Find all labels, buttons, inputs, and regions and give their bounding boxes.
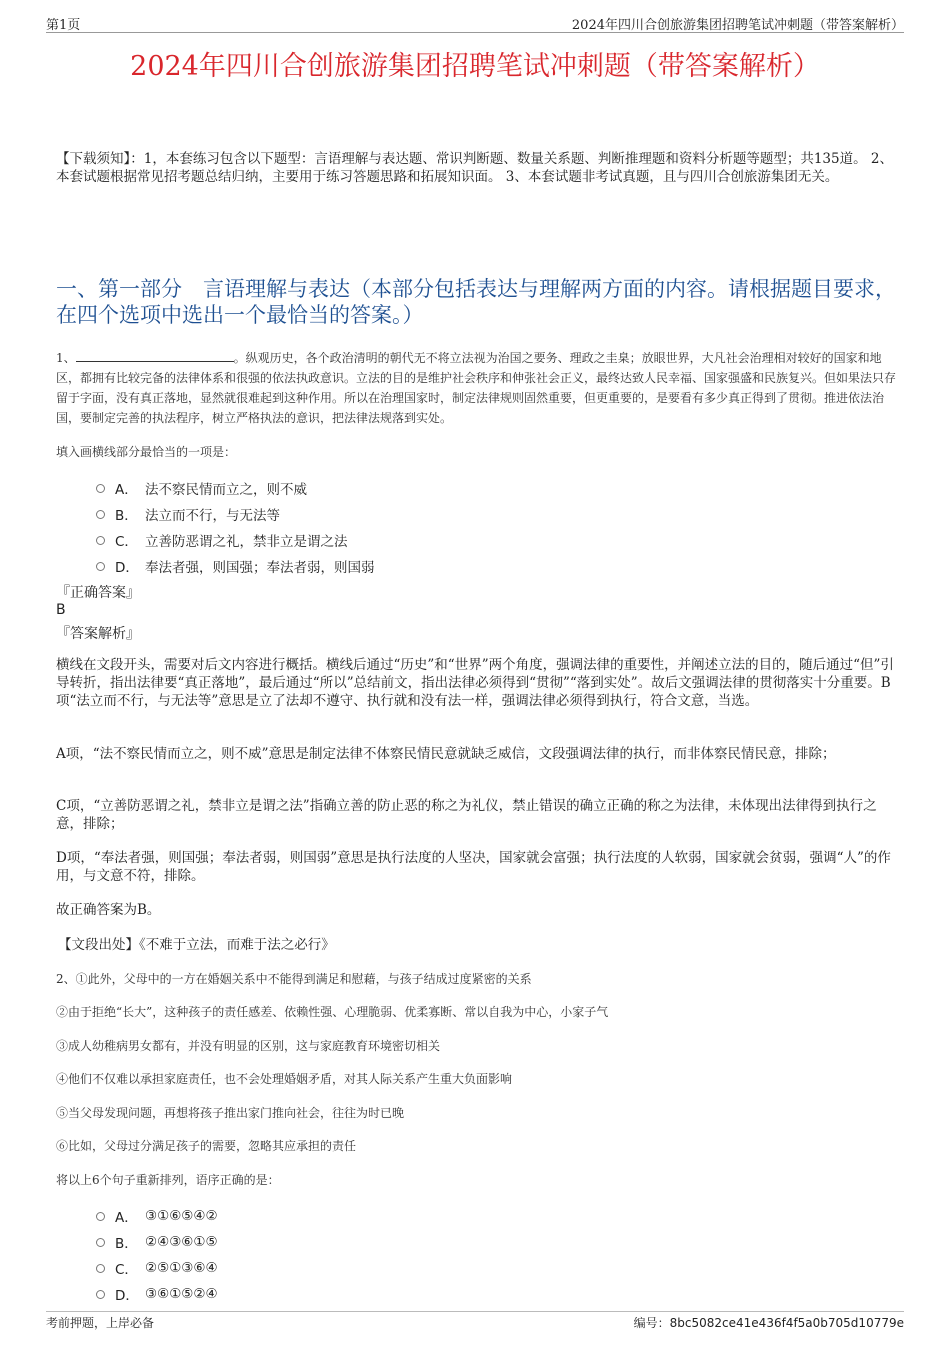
question-2-option-a[interactable]	[96, 1206, 218, 1226]
footer-code: 编号：8bc5082ce41e436f4f5a0b705d10779e	[633, 1316, 904, 1330]
radio-icon[interactable]	[96, 536, 105, 545]
radio-icon[interactable]	[96, 1264, 105, 1273]
question-1-blank	[76, 349, 234, 362]
option-text: ③⑥①⑤②④	[145, 1286, 218, 1302]
radio-icon[interactable]	[96, 1212, 105, 1221]
document-title: 2024年四川合创旅游集团招聘笔试冲刺题（带答案解析）	[130, 51, 820, 82]
question-1-stem	[56, 348, 898, 428]
analysis-conclusion: 故正确答案为B。	[56, 902, 161, 918]
header-doc-title: 2024年四川合创旅游集团招聘笔试冲刺题（带答案解析）	[571, 18, 904, 33]
analysis-label: 『答案解析』	[56, 626, 140, 642]
question-1-number: 1、	[56, 351, 76, 365]
question-2-sentence: ③成人幼稚病男女都有，并没有明显的区别，这与家庭教育环境密切相关	[56, 1039, 441, 1053]
question-1-option-b[interactable]	[96, 504, 280, 524]
option-letter: B．	[115, 508, 138, 524]
question-2-option-c[interactable]	[96, 1258, 218, 1278]
header-divider	[46, 32, 904, 33]
option-text: ②⑤①③⑥④	[145, 1260, 218, 1276]
option-letter: A．	[115, 1210, 138, 1226]
option-text: ②④③⑥①⑤	[145, 1234, 218, 1250]
question-2-sentence: ⑤当父母发现问题，再想将孩子推出家门推向社会，往往为时已晚	[56, 1106, 405, 1120]
passage-source: 【文段出处】《不难于立法，而难于法之必行》	[58, 937, 335, 953]
question-1-text: 。纵观历史，各个政治清明的朝代无不将立法视为治国之要务、理政之圭臬；放眼世界，大凡社会治理相对较好的国家和地区，都拥有比较完备的法律体系和很强的依法执政意识。立法的目的是维护社会秩序和伸张社会正义，最终达致人民幸福、国家强盛和民族复兴。但如果法只存留于字面，没有真正落地，显然就很难起到这种作用。所以在治理国家时，制定法律规则固然重要，但更重要的，是要看有多少真正得到了贯彻。推进依法治国，要制定完善的执法程序，树立严格执法的意识，把法律法规落到实处。	[56, 351, 897, 425]
question-1-option-d[interactable]	[96, 556, 375, 576]
question-2-prompt: 将以上6个句子重新排列，语序正确的是：	[56, 1173, 280, 1187]
analysis-paragraph: 横线在文段开头，需要对后文内容进行概括。横线后通过“历史”和“世界”两个角度，强调法律的重要性，并阐述立法的目的，随后通过“但”引导转折，指出法律要“真正落地”，最后通过“所以”总结前文，指出法律必须得到“贯彻”“落到实处”。故后文强调法律的贯彻落实十分重要。B项“法立而不行，与无法等”意思是立了法却不遵守、执行就和没有法一样，强调法律必须得到执行，符合文意，当选。	[56, 657, 894, 709]
question-1-option-a[interactable]	[96, 478, 307, 498]
option-text: ③①⑥⑤④②	[145, 1208, 218, 1224]
download-notice: 【下载须知】：1，本套练习包含以下题型：言语理解与表达题、常识判断题、数量关系题、判断推理题和资料分析题等题型；共135道。 2、本套试题根据常见招考题总结归纳，主要用于练习答题思路和拓展知识面。 3、本套试题非考试真题，且与四川合创旅游集团无关。	[56, 151, 893, 185]
option-letter: D．	[115, 560, 139, 576]
question-2-sentence: ②由于拒绝“长大”，这种孩子的责任感差、依赖性强、心理脆弱、优柔寡断、常以自我为中心，小家子气	[56, 1005, 609, 1019]
radio-icon[interactable]	[96, 510, 105, 519]
question-2-sentence: 2、①此外，父母中的一方在婚姻关系中不能得到满足和慰藉，与孩子结成过度紧密的关系	[56, 972, 532, 986]
option-letter: C．	[115, 1262, 138, 1278]
answer-label: 『正确答案』	[56, 585, 140, 601]
analysis-paragraph: C项，“立善防恶谓之礼，禁非立是谓之法”指确立善的防止恶的称之为礼仪，禁止错误的确立正确的称之为法律，未体现出法律得到执行之意，排除；	[56, 798, 877, 832]
radio-icon[interactable]	[96, 1290, 105, 1299]
radio-icon[interactable]	[96, 562, 105, 571]
question-1-option-c[interactable]	[96, 530, 348, 550]
page-number: 第1页	[46, 18, 81, 33]
option-text: 法立而不行，与无法等	[145, 508, 280, 524]
question-2-sentence: ④他们不仅难以承担家庭责任，也不会处理婚姻矛盾，对其人际关系产生重大负面影响	[56, 1072, 513, 1086]
option-text: 奉法者强，则国强；奉法者弱，则国弱	[145, 560, 375, 576]
radio-icon[interactable]	[96, 484, 105, 493]
section-heading: 一、第一部分 言语理解与表达（本部分包括表达与理解两方面的内容。请根据题目要求，在四个选项中选出一个最恰当的答案。）	[56, 277, 896, 327]
analysis-paragraph: A项，“法不察民情而立之，则不威”意思是制定法律不体察民情民意就缺乏威信，文段强调法律的执行，而非体察民情民意，排除；	[56, 746, 836, 762]
option-text: 立善防恶谓之礼，禁非立是谓之法	[145, 534, 348, 550]
option-text: 法不察民情而立之，则不威	[145, 482, 307, 498]
question-2-option-b[interactable]	[96, 1232, 218, 1252]
option-letter: A．	[115, 482, 138, 498]
option-letter: D．	[115, 1288, 139, 1304]
radio-icon[interactable]	[96, 1238, 105, 1247]
footer-divider	[46, 1311, 904, 1312]
question-2-option-d[interactable]	[96, 1284, 218, 1304]
option-letter: B．	[115, 1236, 138, 1252]
analysis-paragraph: D项，“奉法者强，则国强；奉法者弱，则国弱”意思是执行法度的人坚决，国家就会富强；执行法度的人软弱，国家就会贫弱，强调“人”的作用，与文意不符，排除。	[56, 850, 891, 884]
option-letter: C．	[115, 534, 138, 550]
answer-value: B	[56, 602, 66, 618]
footer-slogan: 考前押题，上岸必备	[46, 1316, 155, 1330]
question-1-prompt: 填入画横线部分最恰当的一项是：	[56, 445, 237, 459]
question-2-sentence: ⑥比如，父母过分满足孩子的需要，忽略其应承担的责任	[56, 1139, 357, 1153]
